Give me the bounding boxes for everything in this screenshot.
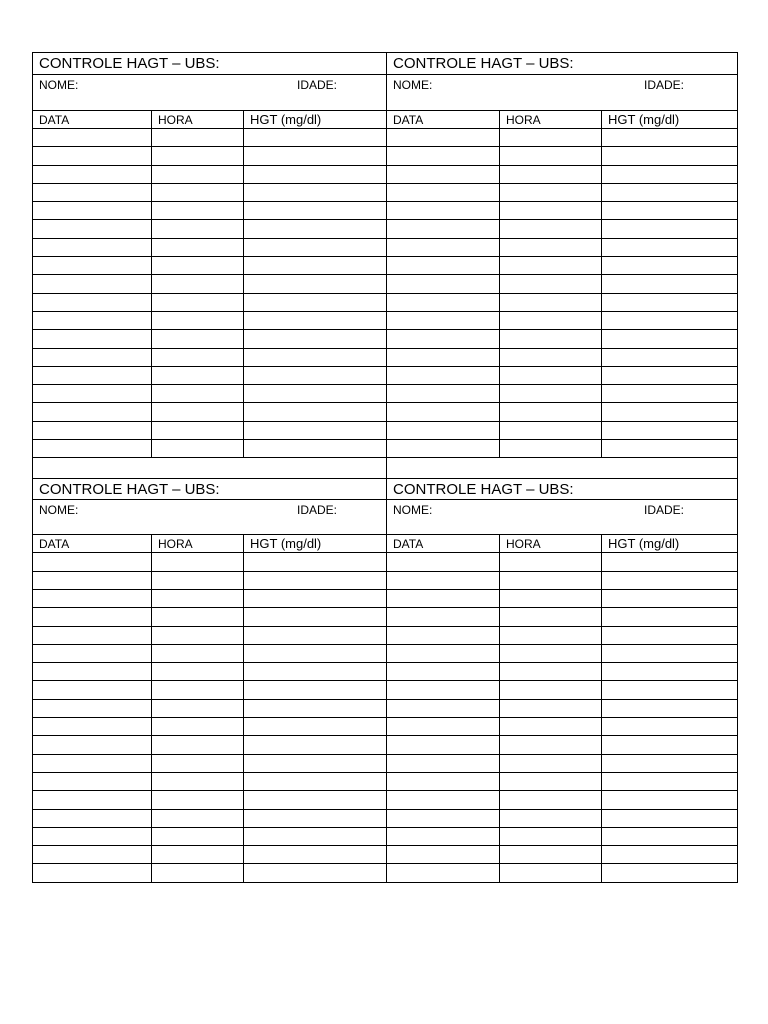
table-row xyxy=(33,736,738,754)
name-label: NOME: xyxy=(393,78,433,92)
patient-info-row xyxy=(33,500,738,535)
entry-cell-hgt[interactable] xyxy=(602,809,738,827)
table-row xyxy=(33,257,738,275)
table-row xyxy=(33,385,738,403)
entry-cell-hora[interactable] xyxy=(500,147,602,165)
entry-cell-data[interactable] xyxy=(387,257,500,275)
entry-cell-hora[interactable] xyxy=(500,663,602,681)
entry-cell-hgt[interactable] xyxy=(602,589,738,607)
entry-cell-data[interactable] xyxy=(33,183,152,201)
entry-cell-hora[interactable] xyxy=(152,403,244,421)
spacer-cell xyxy=(387,458,738,479)
table-row xyxy=(33,183,738,201)
column-header-hora: HORA xyxy=(152,111,244,129)
entry-cell-hgt[interactable] xyxy=(244,699,387,717)
entry-cell-data[interactable] xyxy=(33,772,152,790)
entry-cell-hora[interactable] xyxy=(500,754,602,772)
table-row xyxy=(33,147,738,165)
entry-cell-data[interactable] xyxy=(387,846,500,864)
table-row xyxy=(33,403,738,421)
entry-cell-data[interactable] xyxy=(387,220,500,238)
block-title: CONTROLE HAGT – UBS: xyxy=(33,53,387,75)
table-row xyxy=(33,311,738,329)
table-row xyxy=(33,129,738,147)
entry-cell-hgt[interactable] xyxy=(602,293,738,311)
entry-cell-hgt[interactable] xyxy=(244,718,387,736)
table-row xyxy=(33,330,738,348)
entry-cell-hora[interactable] xyxy=(152,311,244,329)
entry-cell-hgt[interactable] xyxy=(602,718,738,736)
entry-cell-hgt[interactable] xyxy=(602,147,738,165)
patient-info-field[interactable] xyxy=(33,75,387,111)
entry-cell-data[interactable] xyxy=(33,791,152,809)
entry-cell-hgt[interactable] xyxy=(244,440,387,458)
table-row xyxy=(33,809,738,827)
entry-cell-hgt[interactable] xyxy=(602,257,738,275)
entry-cell-hora[interactable] xyxy=(152,330,244,348)
entry-cell-hora[interactable] xyxy=(500,589,602,607)
entry-cell-hora[interactable] xyxy=(500,385,602,403)
entry-cell-hora[interactable] xyxy=(500,772,602,790)
entry-cell-hora[interactable] xyxy=(500,440,602,458)
entry-cell-hora[interactable] xyxy=(500,626,602,644)
entry-cell-hora[interactable] xyxy=(152,772,244,790)
entry-cell-hgt[interactable] xyxy=(244,366,387,384)
entry-cell-hgt[interactable] xyxy=(244,275,387,293)
entry-cell-data[interactable] xyxy=(33,348,152,366)
entry-cell-data[interactable] xyxy=(33,681,152,699)
entry-cell-hora[interactable] xyxy=(152,421,244,439)
entry-cell-hgt[interactable] xyxy=(244,311,387,329)
table-row xyxy=(33,571,738,589)
column-header-data: DATA xyxy=(33,111,152,129)
entry-cell-data[interactable] xyxy=(387,644,500,662)
entry-cell-hora[interactable] xyxy=(152,129,244,147)
entry-cell-data[interactable] xyxy=(387,663,500,681)
table-row xyxy=(33,220,738,238)
table-row xyxy=(33,791,738,809)
entry-cell-hgt[interactable] xyxy=(602,385,738,403)
table-row xyxy=(33,626,738,644)
table-row xyxy=(33,608,738,626)
entry-cell-hgt[interactable] xyxy=(244,348,387,366)
entry-cell-data[interactable] xyxy=(387,421,500,439)
entry-cell-hora[interactable] xyxy=(152,220,244,238)
entry-cell-data[interactable] xyxy=(33,238,152,256)
block-title: CONTROLE HAGT – UBS: xyxy=(33,479,387,500)
entry-cell-hgt[interactable] xyxy=(244,220,387,238)
entry-cell-hgt[interactable] xyxy=(602,699,738,717)
entry-cell-hora[interactable] xyxy=(152,864,244,882)
entry-cell-data[interactable] xyxy=(387,385,500,403)
entry-cell-hgt[interactable] xyxy=(244,257,387,275)
entry-cell-hgt[interactable] xyxy=(602,772,738,790)
entry-cell-hora[interactable] xyxy=(152,699,244,717)
entry-cell-data[interactable] xyxy=(387,330,500,348)
entry-cell-hora[interactable] xyxy=(152,348,244,366)
patient-info-field[interactable] xyxy=(387,500,738,535)
entry-cell-hgt[interactable] xyxy=(602,220,738,238)
entry-cell-hgt[interactable] xyxy=(602,202,738,220)
entry-cell-data[interactable] xyxy=(387,440,500,458)
entry-cell-data[interactable] xyxy=(387,129,500,147)
hgt-control-form xyxy=(32,52,738,883)
entry-cell-data[interactable] xyxy=(33,864,152,882)
entry-cell-hora[interactable] xyxy=(152,626,244,644)
entry-cell-hora[interactable] xyxy=(152,589,244,607)
column-header-data: DATA xyxy=(387,111,500,129)
column-header-data: DATA xyxy=(387,535,500,553)
entry-cell-hgt[interactable] xyxy=(244,165,387,183)
entry-cell-hgt[interactable] xyxy=(244,772,387,790)
entry-cell-hgt[interactable] xyxy=(244,553,387,571)
age-label: IDADE: xyxy=(644,503,685,518)
entry-cell-hora[interactable] xyxy=(500,864,602,882)
section-spacer-row xyxy=(33,458,738,479)
entry-cell-data[interactable] xyxy=(33,440,152,458)
column-header-hgt: HGT (mg/dl) xyxy=(244,535,387,553)
table-row xyxy=(33,275,738,293)
entry-cell-hora[interactable] xyxy=(152,681,244,699)
entry-cell-hora[interactable] xyxy=(500,846,602,864)
entry-cell-hgt[interactable] xyxy=(602,827,738,845)
entry-cell-hgt[interactable] xyxy=(602,791,738,809)
entry-cell-hora[interactable] xyxy=(500,311,602,329)
entry-cell-hora[interactable] xyxy=(152,440,244,458)
entry-cell-hora[interactable] xyxy=(500,608,602,626)
table-row xyxy=(33,348,738,366)
block-title: CONTROLE HAGT – UBS: xyxy=(387,479,738,500)
table-row xyxy=(33,293,738,311)
entry-cell-data[interactable] xyxy=(33,202,152,220)
entry-cell-hgt[interactable] xyxy=(244,681,387,699)
entry-cell-hgt[interactable] xyxy=(602,165,738,183)
entry-cell-data[interactable] xyxy=(387,736,500,754)
entry-cell-hora[interactable] xyxy=(500,553,602,571)
entry-cell-data[interactable] xyxy=(387,202,500,220)
entry-cell-hora[interactable] xyxy=(152,571,244,589)
entry-cell-hgt[interactable] xyxy=(602,421,738,439)
entry-cell-data[interactable] xyxy=(387,238,500,256)
entry-cell-hora[interactable] xyxy=(152,644,244,662)
entry-cell-hora[interactable] xyxy=(152,202,244,220)
entry-cell-hora[interactable] xyxy=(500,681,602,699)
patient-info-field[interactable] xyxy=(387,75,738,111)
entry-cell-data[interactable] xyxy=(387,864,500,882)
entry-cell-hora[interactable] xyxy=(500,330,602,348)
column-header-row xyxy=(33,535,738,553)
block-title: CONTROLE HAGT – UBS: xyxy=(387,53,738,75)
entry-cell-data[interactable] xyxy=(33,257,152,275)
entry-cell-data[interactable] xyxy=(387,699,500,717)
entry-cell-hgt[interactable] xyxy=(602,608,738,626)
entry-cell-data[interactable] xyxy=(33,385,152,403)
entry-cell-data[interactable] xyxy=(33,663,152,681)
entry-cell-data[interactable] xyxy=(387,718,500,736)
entry-cell-hora[interactable] xyxy=(500,827,602,845)
entry-cell-data[interactable] xyxy=(387,772,500,790)
column-header-data: DATA xyxy=(33,535,152,553)
entry-cell-data[interactable] xyxy=(33,718,152,736)
entry-cell-hgt[interactable] xyxy=(244,403,387,421)
column-header-hora: HORA xyxy=(500,111,602,129)
entry-cell-hgt[interactable] xyxy=(244,644,387,662)
entry-cell-data[interactable] xyxy=(387,403,500,421)
table-row xyxy=(33,238,738,256)
entry-cell-hora[interactable] xyxy=(500,183,602,201)
entry-cell-data[interactable] xyxy=(387,348,500,366)
entry-cell-data[interactable] xyxy=(33,403,152,421)
spacer-cell xyxy=(33,458,387,479)
entry-cell-data[interactable] xyxy=(387,571,500,589)
age-label: IDADE: xyxy=(644,78,685,92)
entry-cell-hora[interactable] xyxy=(152,718,244,736)
entry-cell-hgt[interactable] xyxy=(244,385,387,403)
entry-cell-hgt[interactable] xyxy=(602,129,738,147)
entry-cell-hora[interactable] xyxy=(152,736,244,754)
entry-cell-hgt[interactable] xyxy=(244,202,387,220)
entry-cell-hgt[interactable] xyxy=(244,293,387,311)
entry-cell-data[interactable] xyxy=(387,183,500,201)
entry-cell-data[interactable] xyxy=(33,220,152,238)
entry-cell-hora[interactable] xyxy=(500,718,602,736)
entry-cell-hgt[interactable] xyxy=(244,238,387,256)
table-row xyxy=(33,699,738,717)
entry-cell-data[interactable] xyxy=(33,608,152,626)
entry-cell-hgt[interactable] xyxy=(602,183,738,201)
entry-cell-hgt[interactable] xyxy=(602,275,738,293)
entry-cell-hgt[interactable] xyxy=(602,571,738,589)
table-row xyxy=(33,202,738,220)
entry-cell-hora[interactable] xyxy=(152,147,244,165)
entry-cell-hgt[interactable] xyxy=(244,626,387,644)
entry-cell-data[interactable] xyxy=(387,165,500,183)
entry-cell-hgt[interactable] xyxy=(602,644,738,662)
patient-info-field[interactable] xyxy=(33,500,387,535)
entry-cell-hora[interactable] xyxy=(152,385,244,403)
entry-cell-hgt[interactable] xyxy=(602,626,738,644)
entry-cell-hgt[interactable] xyxy=(602,440,738,458)
entry-cell-data[interactable] xyxy=(33,311,152,329)
entry-cell-hgt[interactable] xyxy=(244,589,387,607)
entry-cell-data[interactable] xyxy=(387,366,500,384)
column-header-hora: HORA xyxy=(152,535,244,553)
table-row xyxy=(33,644,738,662)
entry-cell-data[interactable] xyxy=(387,589,500,607)
entry-cell-data[interactable] xyxy=(387,809,500,827)
entry-cell-hgt[interactable] xyxy=(602,846,738,864)
entry-cell-hora[interactable] xyxy=(152,663,244,681)
entry-cell-data[interactable] xyxy=(387,311,500,329)
entry-cell-hora[interactable] xyxy=(152,553,244,571)
entry-cell-data[interactable] xyxy=(33,165,152,183)
entry-cell-hgt[interactable] xyxy=(244,183,387,201)
entry-cell-hgt[interactable] xyxy=(602,403,738,421)
table-row xyxy=(33,754,738,772)
table-row xyxy=(33,681,738,699)
entry-cell-hgt[interactable] xyxy=(602,330,738,348)
column-header-hgt: HGT (mg/dl) xyxy=(602,111,738,129)
table-row xyxy=(33,772,738,790)
column-header-row xyxy=(33,111,738,129)
entry-cell-data[interactable] xyxy=(33,421,152,439)
entry-cell-data[interactable] xyxy=(33,846,152,864)
entry-cell-hora[interactable] xyxy=(500,165,602,183)
table-row xyxy=(33,553,738,571)
column-header-hora: HORA xyxy=(500,535,602,553)
entry-cell-hora[interactable] xyxy=(500,202,602,220)
title-row xyxy=(33,53,738,75)
table-row xyxy=(33,165,738,183)
entry-cell-hora[interactable] xyxy=(152,293,244,311)
entry-cell-hora[interactable] xyxy=(152,275,244,293)
entry-cell-hgt[interactable] xyxy=(602,366,738,384)
table-row xyxy=(33,718,738,736)
age-label: IDADE: xyxy=(297,78,338,92)
entry-cell-hgt[interactable] xyxy=(602,348,738,366)
entry-cell-data[interactable] xyxy=(387,147,500,165)
entry-cell-hora[interactable] xyxy=(500,348,602,366)
entry-cell-hora[interactable] xyxy=(152,238,244,256)
table-row xyxy=(33,846,738,864)
entry-cell-hora[interactable] xyxy=(152,366,244,384)
entry-cell-hgt[interactable] xyxy=(244,809,387,827)
entry-cell-hora[interactable] xyxy=(152,809,244,827)
entry-cell-hgt[interactable] xyxy=(244,791,387,809)
entry-cell-data[interactable] xyxy=(33,275,152,293)
entry-cell-hora[interactable] xyxy=(152,791,244,809)
entry-cell-hora[interactable] xyxy=(500,699,602,717)
age-label: IDADE: xyxy=(297,503,338,518)
entry-cell-hgt[interactable] xyxy=(244,864,387,882)
entry-cell-hora[interactable] xyxy=(500,791,602,809)
entry-cell-data[interactable] xyxy=(33,129,152,147)
table-row xyxy=(33,366,738,384)
entry-cell-hgt[interactable] xyxy=(602,681,738,699)
name-label: NOME: xyxy=(39,503,79,518)
entry-cell-hgt[interactable] xyxy=(244,147,387,165)
table-row xyxy=(33,827,738,845)
entry-cell-hora[interactable] xyxy=(500,366,602,384)
entry-cell-data[interactable] xyxy=(33,754,152,772)
entry-cell-hgt[interactable] xyxy=(602,311,738,329)
entry-cell-hgt[interactable] xyxy=(602,553,738,571)
table-row xyxy=(33,440,738,458)
entry-cell-data[interactable] xyxy=(387,626,500,644)
entry-cell-data[interactable] xyxy=(33,626,152,644)
entry-cell-data[interactable] xyxy=(33,571,152,589)
table-row xyxy=(33,663,738,681)
entry-cell-hgt[interactable] xyxy=(244,608,387,626)
entry-cell-data[interactable] xyxy=(33,293,152,311)
name-label: NOME: xyxy=(393,503,433,518)
entry-cell-hora[interactable] xyxy=(500,644,602,662)
entry-cell-data[interactable] xyxy=(33,736,152,754)
entry-cell-data[interactable] xyxy=(33,827,152,845)
entry-cell-hgt[interactable] xyxy=(602,238,738,256)
entry-cell-data[interactable] xyxy=(33,147,152,165)
entry-cell-data[interactable] xyxy=(33,699,152,717)
table-row xyxy=(33,864,738,882)
entry-cell-hora[interactable] xyxy=(152,846,244,864)
entry-cell-hora[interactable] xyxy=(152,754,244,772)
name-label: NOME: xyxy=(39,78,79,92)
column-header-hgt: HGT (mg/dl) xyxy=(602,535,738,553)
entry-cell-hora[interactable] xyxy=(500,220,602,238)
entry-cell-data[interactable] xyxy=(33,553,152,571)
entry-cell-hgt[interactable] xyxy=(244,736,387,754)
entry-cell-data[interactable] xyxy=(387,791,500,809)
entry-cell-hgt[interactable] xyxy=(244,421,387,439)
entry-cell-hora[interactable] xyxy=(152,183,244,201)
entry-cell-data[interactable] xyxy=(387,553,500,571)
entry-cell-hora[interactable] xyxy=(500,129,602,147)
entry-cell-hora[interactable] xyxy=(152,827,244,845)
entry-cell-hora[interactable] xyxy=(500,421,602,439)
entry-cell-data[interactable] xyxy=(387,275,500,293)
entry-cell-hgt[interactable] xyxy=(602,663,738,681)
entry-cell-data[interactable] xyxy=(33,330,152,348)
entry-cell-hora[interactable] xyxy=(152,608,244,626)
entry-cell-hora[interactable] xyxy=(500,275,602,293)
table-row xyxy=(33,421,738,439)
title-row xyxy=(33,479,738,500)
entry-cell-hgt[interactable] xyxy=(244,571,387,589)
entry-cell-data[interactable] xyxy=(387,681,500,699)
entry-cell-hgt[interactable] xyxy=(244,330,387,348)
entry-cell-hora[interactable] xyxy=(500,809,602,827)
entry-cell-hgt[interactable] xyxy=(602,736,738,754)
entry-cell-hgt[interactable] xyxy=(244,827,387,845)
entry-cell-data[interactable] xyxy=(33,589,152,607)
entry-cell-hora[interactable] xyxy=(500,257,602,275)
entry-cell-hora[interactable] xyxy=(500,403,602,421)
entry-cell-hora[interactable] xyxy=(500,238,602,256)
entry-cell-hora[interactable] xyxy=(152,257,244,275)
entry-cell-hora[interactable] xyxy=(500,736,602,754)
entry-cell-data[interactable] xyxy=(387,827,500,845)
entry-cell-data[interactable] xyxy=(33,366,152,384)
patient-info-row xyxy=(33,75,738,111)
entry-cell-data[interactable] xyxy=(387,293,500,311)
entry-cell-hgt[interactable] xyxy=(244,663,387,681)
entry-cell-data[interactable] xyxy=(33,809,152,827)
entry-cell-hgt[interactable] xyxy=(602,864,738,882)
entry-cell-hora[interactable] xyxy=(500,293,602,311)
entry-cell-data[interactable] xyxy=(387,608,500,626)
entry-cell-data[interactable] xyxy=(33,644,152,662)
entry-cell-hora[interactable] xyxy=(500,571,602,589)
entry-cell-data[interactable] xyxy=(387,754,500,772)
entry-cell-hgt[interactable] xyxy=(244,129,387,147)
entry-cell-hora[interactable] xyxy=(152,165,244,183)
entry-cell-hgt[interactable] xyxy=(602,754,738,772)
entry-cell-hgt[interactable] xyxy=(244,754,387,772)
entry-cell-hgt[interactable] xyxy=(244,846,387,864)
table-row xyxy=(33,589,738,607)
column-header-hgt: HGT (mg/dl) xyxy=(244,111,387,129)
